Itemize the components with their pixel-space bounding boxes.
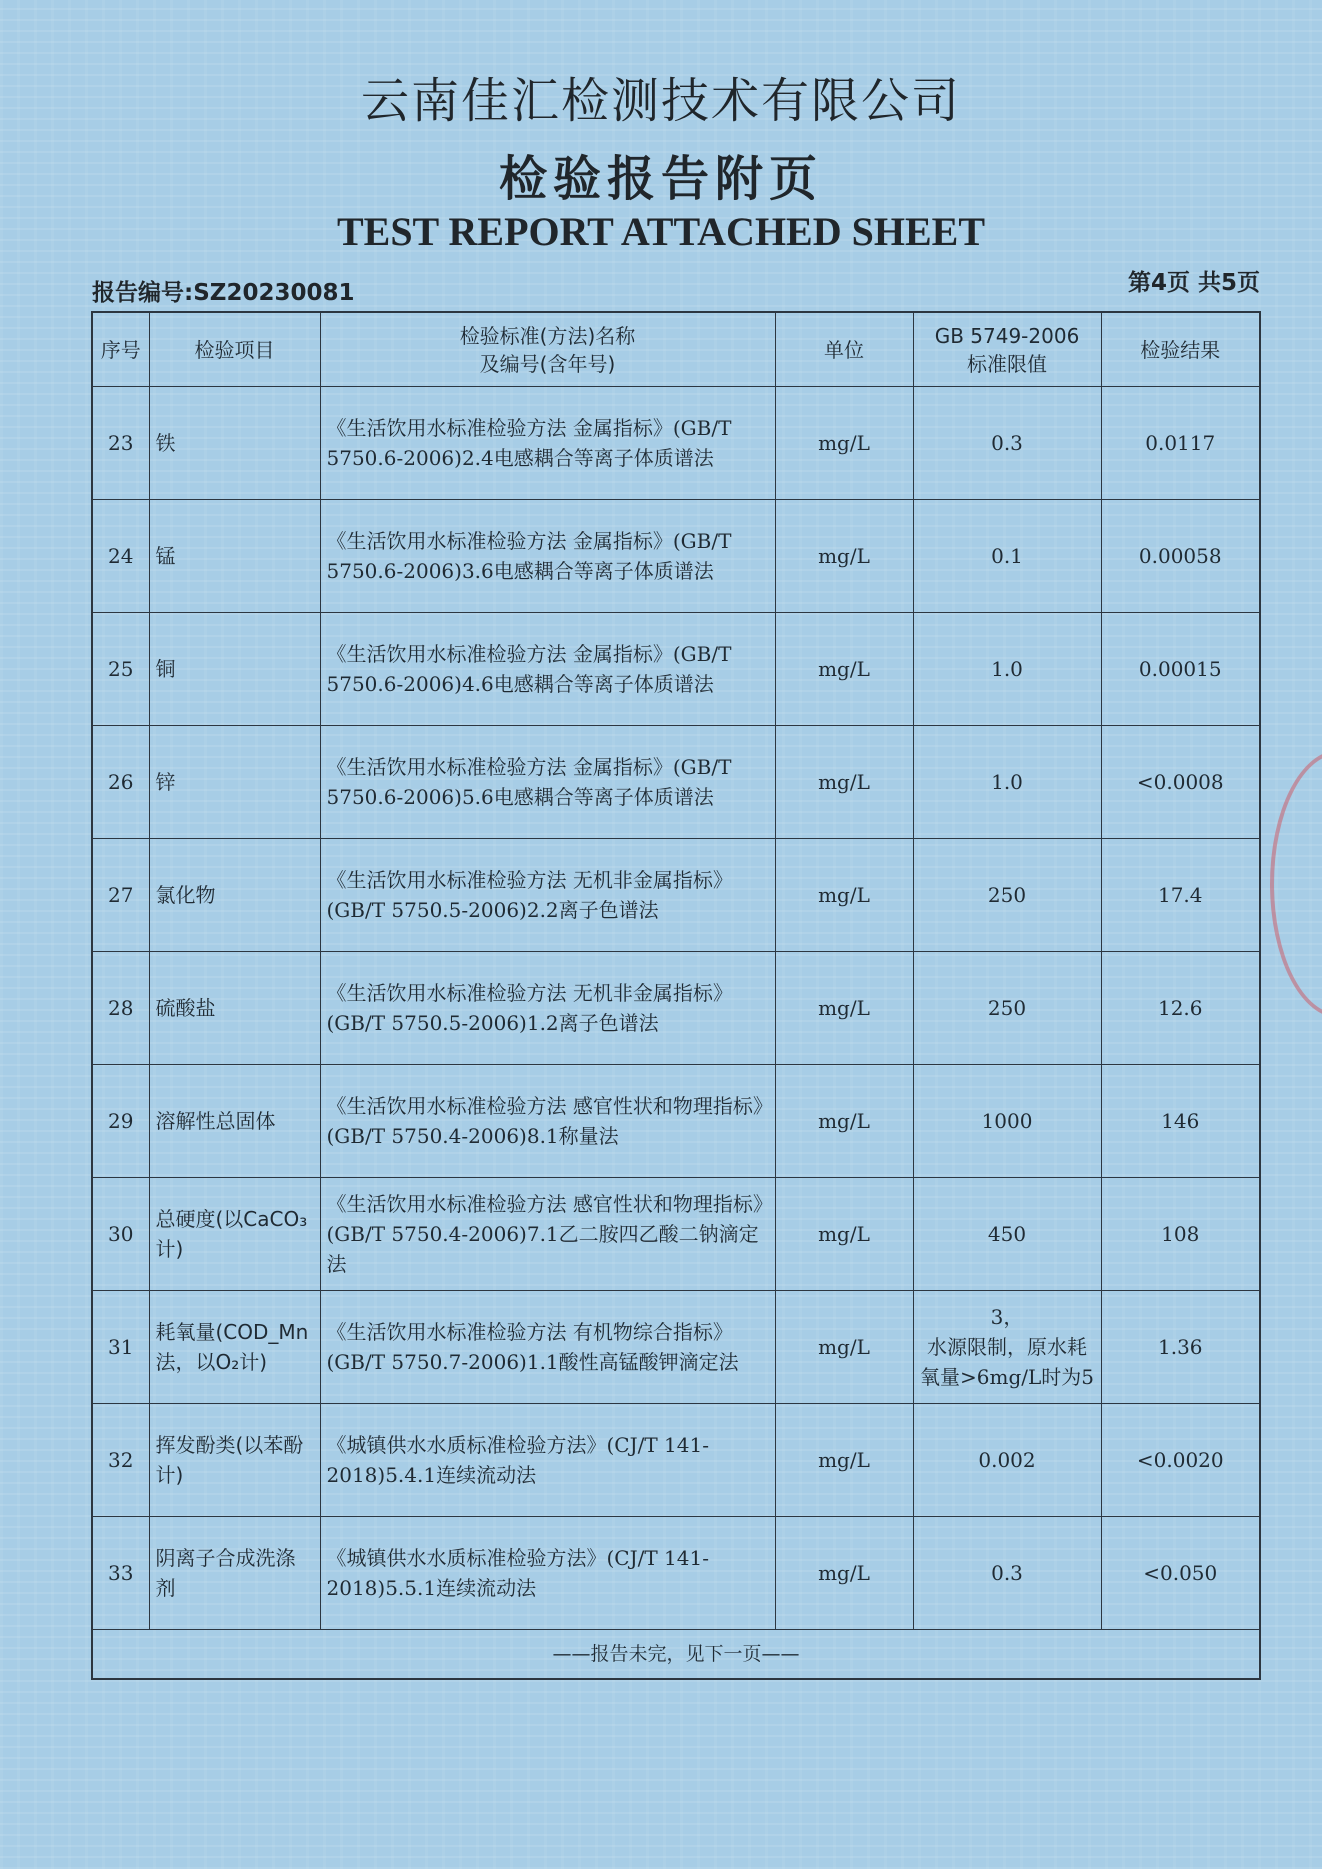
cell-result: 1.36 (1101, 1291, 1260, 1404)
cell-unit: mg/L (775, 1065, 913, 1178)
cell-result: <0.0020 (1101, 1404, 1260, 1517)
continuation-note: ——报告未完，见下一页—— (92, 1630, 1260, 1680)
cell-result: <0.0008 (1101, 726, 1260, 839)
cell-unit: mg/L (775, 952, 913, 1065)
cell-method: 《生活饮用水标准检验方法 无机非金属指标》(GB/T 5750.5-2006)2.2离子色谱法 (320, 839, 775, 952)
document-title-en: TEST REPORT ATTACHED SHEET (336, 209, 986, 254)
header-item: 检验项目 (149, 312, 320, 387)
cell-item: 锰 (149, 500, 320, 613)
cell-method: 《生活饮用水标准检验方法 金属指标》(GB/T 5750.6-2006)5.6电感耦合等离子体质谱法 (320, 726, 775, 839)
cell-limit: 1.0 (913, 613, 1101, 726)
cell-limit: 250 (913, 952, 1101, 1065)
cell-limit: 0.1 (913, 500, 1101, 613)
cell-item: 耗氧量(COD_Mn法，以O₂计) (149, 1291, 320, 1404)
cell-item: 阴离子合成洗涤剂 (149, 1517, 320, 1630)
header-limit: GB 5749-2006 标准限值 (913, 312, 1101, 387)
cell-no: 33 (92, 1517, 149, 1630)
table-footer-row (92, 1630, 1260, 1680)
cell-limit: 250 (913, 839, 1101, 952)
cell-result: 146 (1101, 1065, 1260, 1178)
table-header-row (92, 312, 1260, 387)
cell-method: 《生活饮用水标准检验方法 感官性状和物理指标》(GB/T 5750.4-2006)8.1称量法 (320, 1065, 775, 1178)
cell-method: 《城镇供水水质标准检验方法》(CJ/T 141-2018)5.5.1连续流动法 (320, 1517, 775, 1630)
cell-method: 《生活饮用水标准检验方法 金属指标》(GB/T 5750.6-2006)4.6电感耦合等离子体质谱法 (320, 613, 775, 726)
cell-result: 12.6 (1101, 952, 1260, 1065)
header-unit: 单位 (775, 312, 913, 387)
cell-item: 铜 (149, 613, 320, 726)
cell-no: 24 (92, 500, 149, 613)
cell-limit: 1.0 (913, 726, 1101, 839)
cell-unit: mg/L (775, 1404, 913, 1517)
cell-unit: mg/L (775, 613, 913, 726)
header-method: 检验标准(方法)名称 及编号(含年号) (320, 312, 775, 387)
table-row (92, 387, 1260, 500)
cell-result: 0.0117 (1101, 387, 1260, 500)
document-title: 检验报告附页 (498, 151, 823, 207)
table-row (92, 952, 1260, 1065)
cell-item: 溶解性总固体 (149, 1065, 320, 1178)
cell-no: 30 (92, 1178, 149, 1291)
cell-unit: mg/L (775, 500, 913, 613)
table-row (92, 1065, 1260, 1178)
cell-no: 27 (92, 839, 149, 952)
header-result: 检验结果 (1101, 312, 1260, 387)
cell-item: 挥发酚类(以苯酚计) (149, 1404, 320, 1517)
page-indicator: 第4页 共5页 (1127, 270, 1260, 296)
cell-method: 《生活饮用水标准检验方法 无机非金属指标》(GB/T 5750.5-2006)1.2离子色谱法 (320, 952, 775, 1065)
cell-item: 硫酸盐 (149, 952, 320, 1065)
cell-no: 32 (92, 1404, 149, 1517)
cell-method: 《生活饮用水标准检验方法 金属指标》(GB/T 5750.6-2006)3.6电感耦合等离子体质谱法 (320, 500, 775, 613)
cell-no: 31 (92, 1291, 149, 1404)
cell-unit: mg/L (775, 726, 913, 839)
cell-item: 铁 (149, 387, 320, 500)
cell-method: 《生活饮用水标准检验方法 有机物综合指标》(GB/T 5750.7-2006)1.1酸性高锰酸钾滴定法 (320, 1291, 775, 1404)
table-row (92, 726, 1260, 839)
table-row (92, 500, 1260, 613)
cell-unit: mg/L (775, 1291, 913, 1404)
cell-unit: mg/L (775, 1517, 913, 1630)
cell-item: 总硬度(以CaCO₃计) (149, 1178, 320, 1291)
cell-limit: 0.3 (913, 387, 1101, 500)
table-row (92, 839, 1260, 952)
cell-method: 《城镇供水水质标准检验方法》(CJ/T 141-2018)5.4.1连续流动法 (320, 1404, 775, 1517)
cell-unit: mg/L (775, 387, 913, 500)
cell-item: 锌 (149, 726, 320, 839)
red-seal-stamp (1270, 750, 1322, 1018)
cell-result: <0.050 (1101, 1517, 1260, 1630)
table-row (92, 1178, 1260, 1291)
cell-limit: 0.3 (913, 1517, 1101, 1630)
cell-result: 108 (1101, 1178, 1260, 1291)
table-row (92, 1291, 1260, 1404)
cell-method: 《生活饮用水标准检验方法 感官性状和物理指标》(GB/T 5750.4-2006)7.1乙二胺四乙酸二钠滴定法 (320, 1178, 775, 1291)
cell-limit: 450 (913, 1178, 1101, 1291)
cell-result: 0.00015 (1101, 613, 1260, 726)
cell-limit: 1000 (913, 1065, 1101, 1178)
cell-result: 0.00058 (1101, 500, 1260, 613)
company-name: 云南佳汇检测技术有限公司 (360, 73, 961, 129)
cell-result: 17.4 (1101, 839, 1260, 952)
cell-no: 28 (92, 952, 149, 1065)
cell-method: 《生活饮用水标准检验方法 金属指标》(GB/T 5750.6-2006)2.4电感耦合等离子体质谱法 (320, 387, 775, 500)
cell-no: 23 (92, 387, 149, 500)
cell-no: 26 (92, 726, 149, 839)
cell-no: 29 (92, 1065, 149, 1178)
table-row (92, 1404, 1260, 1517)
header-no: 序号 (92, 312, 149, 387)
cell-limit: 0.002 (913, 1404, 1101, 1517)
report-number: 报告编号:SZ20230081 (92, 280, 355, 306)
cell-no: 25 (92, 613, 149, 726)
table-row (92, 613, 1260, 726)
cell-unit: mg/L (775, 839, 913, 952)
cell-limit: 3， 水源限制，原水耗氧量>6mg/L时为5 (913, 1291, 1101, 1404)
cell-unit: mg/L (775, 1178, 913, 1291)
results-table (91, 311, 1261, 1680)
table-row (92, 1517, 1260, 1630)
cell-item: 氯化物 (149, 839, 320, 952)
